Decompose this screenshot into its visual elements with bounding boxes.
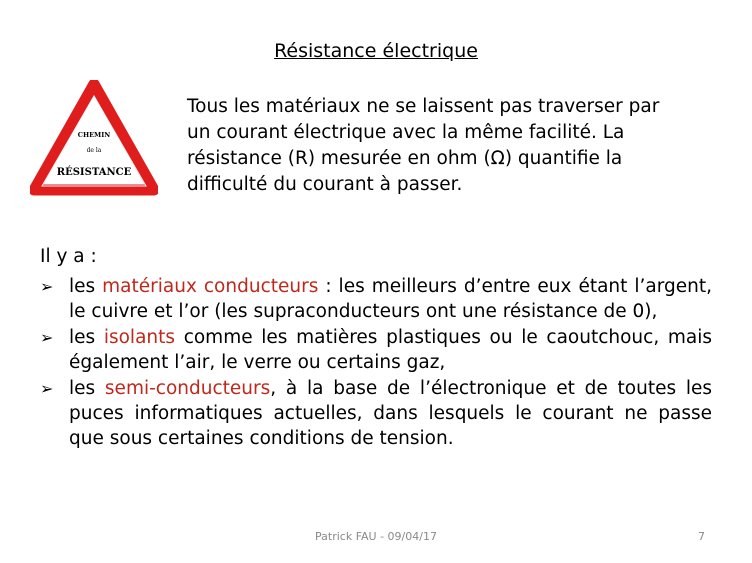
footer-author-date: Patrick FAU - 09/04/17 bbox=[315, 530, 437, 543]
bullet-highlight: matériaux conducteurs bbox=[102, 276, 319, 297]
page-number: 7 bbox=[698, 530, 705, 543]
list-item bbox=[40, 376, 712, 451]
slide-title: Résistance électrique bbox=[274, 40, 478, 62]
bullet-text: comme les matières plastiques ou le caoutchouc, mais également l’air, le verre ou certains gaz, bbox=[69, 327, 712, 373]
intro-line: un courant électrique avec la même facilité. La bbox=[187, 122, 625, 143]
arrow-bullet-icon: ➢ bbox=[40, 379, 54, 398]
bullet-text: : les meilleurs d’entre eux étant l’argent, le cuivre et l’or (les supraconducteurs ont une résistance de 0), bbox=[69, 276, 713, 322]
bullet-highlight: semi-conducteurs bbox=[104, 378, 271, 399]
intro-paragraph bbox=[187, 94, 711, 198]
intro-line: résistance (R) mesurée en ohm (Ω) quantifie la bbox=[187, 148, 623, 169]
sign-text-chemin: CHEMIN bbox=[77, 131, 111, 139]
bullet-prefix: les bbox=[69, 327, 104, 348]
sign-text-de-la: de la bbox=[86, 147, 102, 154]
intro-line: difficulté du courant à passer. bbox=[187, 174, 463, 195]
sign-text-resistance: RÉSISTANCE bbox=[56, 167, 132, 178]
bullet-text: , à la base de l’électronique et de toutes les puces informatiques actuelles, dans lesquels le courant ne passe que sous certaines conditions de tension. bbox=[69, 378, 713, 449]
bullet-highlight: isolants bbox=[103, 327, 176, 348]
bullet-prefix: les bbox=[69, 378, 105, 399]
list-intro: Il y a : bbox=[40, 246, 97, 267]
bullet-prefix: les bbox=[69, 276, 103, 297]
resistance-warning-sign-icon bbox=[30, 80, 158, 196]
arrow-bullet-icon: ➢ bbox=[40, 328, 54, 347]
intro-line: Tous les matériaux ne se laissent pas traverser par bbox=[187, 96, 660, 117]
list-item bbox=[40, 274, 712, 324]
list-item bbox=[40, 325, 712, 375]
arrow-bullet-icon: ➢ bbox=[40, 277, 54, 296]
bullet-list bbox=[40, 274, 712, 452]
